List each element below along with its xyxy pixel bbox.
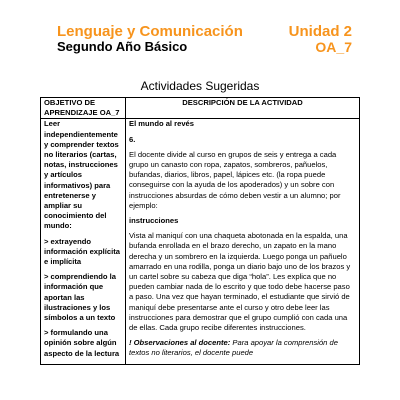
objective-item: > extrayendo información explícita e implícita <box>44 236 120 267</box>
activity-subheading: instrucciones <box>129 216 179 226</box>
observations-label: ! Observaciones al docente: <box>129 338 231 348</box>
activity-paragraph: El docente divide al curso en grupos de seis y entrega a cada grupo un canasto con ropa, zapatos, sombreros, pañuelos, bufandas, diarios, libros, papel, lápices etc. (la ropa puede conseguirse con la ayuda de los apoderados) y un sobre con instrucciones absurdas de cómo deben vestir a un alumno; por ejemplo: <box>129 149 341 210</box>
description-column-header: DESCRIPCIÓN DE LA ACTIVIDAD <box>126 98 360 119</box>
activity-number: 6. <box>129 134 136 144</box>
objective-item: > comprendiendo la información que aportan las ilustraciones y los símbolos a un texto <box>44 272 116 323</box>
objective-item: > formulando una opinión sobre algún aspecto de la lectura <box>44 328 120 358</box>
activities-table <box>40 97 360 365</box>
page-header <box>0 0 400 60</box>
unit-label: Unidad 2 <box>288 23 352 40</box>
objective-cell <box>41 119 126 364</box>
table-row <box>41 119 360 364</box>
objective-column-header: OBJETIVO DE APRENDIZAJE OA_7 <box>41 98 126 119</box>
objective-code: OA_7 <box>315 39 352 55</box>
teacher-observations <box>129 338 356 358</box>
activity-cell <box>126 119 360 364</box>
subject-title: Lenguaje y Comunicación <box>57 23 243 40</box>
activity-paragraph: Vista al maniquí con una chaqueta abotonada en la espalda, una bufanda enrollada en el brazo derecho, un zapato en la mano derecha y un sombrero en la izquierda. Luego ponga un pañuelo amarrado en una rodilla, ponga un diario bajo uno de los brazos y un cartel sobre su cabeza que diga “hola”. Les explica que no pueden cambiar nada de lo escrito y que todo debe hacerse paso a paso. Una vez que hayan terminado, el estudiante que sirvió de maniquí debe presentarse ante el curso y otro debe leer las instrucciones para demostrar que el grupo cumplió con cada una de ellas. Cada grupo recibe diferentes instrucciones. <box>129 231 351 333</box>
grade-subtitle: Segundo Año Básico <box>57 39 188 54</box>
objective-intro: Leer independientemente y comprender textos no literarios (cartas, notas, instrucciones y artículos informativos) para entretenerse y ampliar su conocimiento del mundo: <box>44 119 119 231</box>
section-title: Actividades Sugeridas <box>140 79 260 93</box>
table-header-row <box>41 98 360 119</box>
observations-text: Para apoyar la comprensión de textos no literarios, el docente puede <box>129 338 338 358</box>
activity-title: El mundo al revés <box>129 119 194 129</box>
